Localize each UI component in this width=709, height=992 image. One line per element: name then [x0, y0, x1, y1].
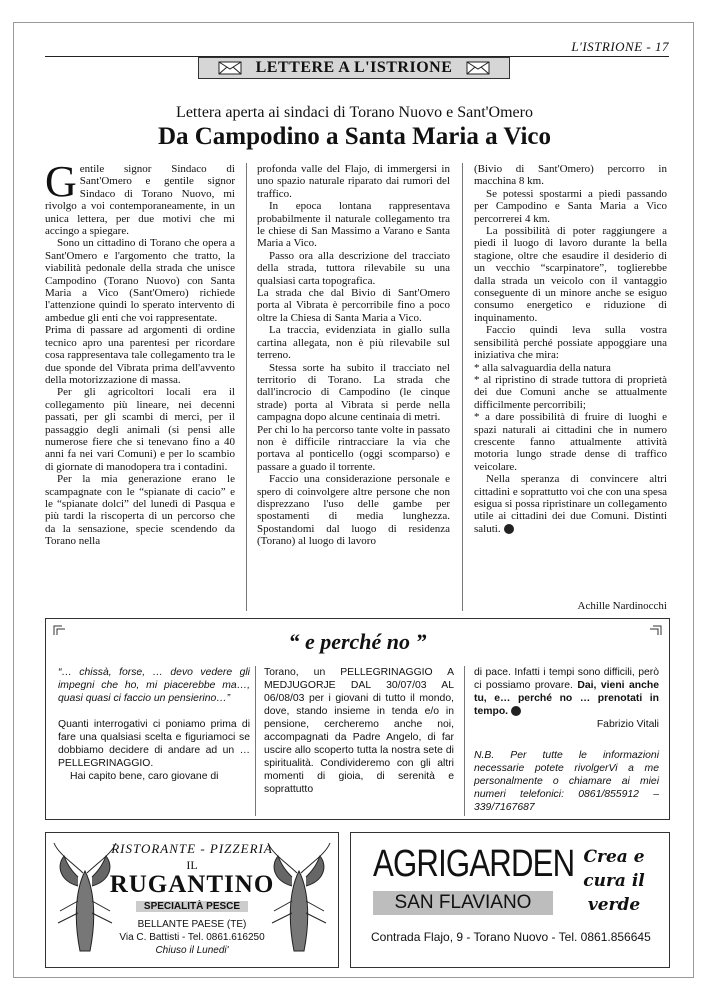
- ad-line: IL: [186, 858, 198, 872]
- article-paragraph: In epoca lontana rappresentava probabilmente il naturale collegamento tra le chiese di San Massimo a Varano e Santa Maria a Vico.: [257, 200, 450, 250]
- article-paragraph: (Bivio di Sant'Omero) percorro in macchina 8 km.: [474, 163, 667, 188]
- agrigarden-address: Contrada Flajo, 9 - Torano Nuovo - Tel. 0861.856645: [371, 930, 651, 944]
- article-paragraph: profonda valle del Flajo, di immergersi in uno spazio naturale riparato dai rumori del traffico.: [257, 163, 450, 200]
- column-divider: [462, 163, 463, 611]
- article-paragraph: La strada che dal Bivio di Sant'Omero porta al Vibrata è percorribile fino a poco oltre la Chiesa di Santa Maria a Vico.: [257, 287, 450, 324]
- agrigarden-ad: [350, 832, 670, 968]
- pilgrimage-box: [45, 618, 670, 820]
- restaurant-closed: Chiuso il Lunedi': [155, 945, 229, 956]
- restaurant-address: Via C. Battisti - Tel. 0861.616250: [119, 932, 265, 943]
- envelope-icon: [218, 61, 242, 75]
- box-paragraph: Torano, un PELLEGRINAGGIO A MEDJUGORJE DAL 30/07/03 AL 06/08/03 per i giovani di tutto il mondo, dove, stando insieme in tenda e/o in pensione, cercheremo anche noi, accompagnati da Padre Angelo, di far uscire allo scoperto tutta la nostra sete di spiritualità. Condivideremo con gli altri momenti di gioia, di serenità e soprattutto: [264, 667, 454, 795]
- article-paragraph: entile signor Sindaco di Sant'Omero e gentile signor Sindaco di Torano Nuovo, mi rivolgo a voi contemporaneamente, in un unica lettera, per due motivi che mi accingo a spiegare.: [45, 163, 235, 238]
- box-paragraph: [474, 666, 659, 718]
- article-paragraph: * a dare possibilità di fruire di luoghi e spazi naturali ai cittadini che in numero crescente fanno attualmente attività motoria lungo strade dense di traffico veicolare.: [474, 411, 667, 473]
- running-head: L'ISTRIONE - 17: [571, 39, 669, 54]
- column-3-text: [474, 163, 667, 535]
- agrigarden-slogan: [569, 845, 659, 917]
- article-signature: Achille Nardinocchi: [577, 600, 667, 612]
- section-title: LETTERE A L'ISTRIONE: [255, 59, 453, 76]
- box-paragraph: Quanti interrogativi ci poniamo prima di fare una qualsiasi scelta e figuriamoci se dobbiamo decidere di andare ad un … PELLEGRINAGGIO.: [58, 719, 250, 769]
- box-quote: “… chissà, forse, … devo vedere gli impegni che ho, mi piacerebbe ma…, quasi quasi ci faccio un pensierino…”: [58, 667, 250, 704]
- article-column-2: [257, 163, 450, 548]
- article-paragraph: Per la mia generazione erano le scampagnate con le “spianate di cacio” e le “spianate dolci” del lunedì di Pasqua e più tardi la riscoperta di un percorso che da la sensazione, specie scendendo da Torano nella: [45, 473, 235, 548]
- restaurant-place: BELLANTE PAESE (TE): [137, 919, 247, 930]
- agrigarden-place: SAN FLAVIANO: [373, 891, 553, 915]
- box-column-3: [474, 666, 659, 814]
- box-divider: [464, 666, 465, 816]
- article-paragraph: Nella speranza di convincere altri cittadini e soprattutto voi che con una spesa esigua si possa ripristinare un collegamento utile ai cittadini dei due Comuni. Distinti saluti.: [474, 473, 667, 535]
- article-kicker: Lettera aperta ai sindaci di Torano Nuovo e Sant'Omero: [176, 104, 533, 121]
- article-paragraph: Prima di passare ad argomenti di ordine tecnico apro una parentesi per ricordare cosa rappresentava tale collegamento tra le due sponde del Vibrata prima dell'avvento della motorizzazione di massa.: [45, 324, 235, 386]
- ad-line: RISTORANTE - PIZZERIA: [111, 841, 273, 856]
- article-paragraph: La possibilità di poter raggiungere a piedi il luogo di lavoro durante la bella stagione, oltre che esaudire il desiderio di un vecchio “scarpinatore”, toglierebbe dalla strada un veicolo con il vantaggio conseguente di un minore anche se esiguo consumo energetico e riduzione di inquinamento.: [474, 225, 667, 324]
- box-column-2: [264, 666, 454, 796]
- article-paragraph: Faccio quindi leva sulla vostra sensibilità perché possiate appoggiare una iniziativa che mira:: [474, 324, 667, 362]
- rugantino-ad: [45, 832, 339, 968]
- slogan-line: verde: [587, 895, 641, 915]
- restaurant-tag: SPECIALITÀ PESCE: [136, 901, 248, 912]
- column-divider: [246, 163, 247, 611]
- box-divider: [255, 666, 256, 816]
- slogan-line: Crea e: [583, 847, 645, 867]
- box-column-1: [58, 666, 250, 783]
- article-paragraph: * al ripristino di strade tuttora di proprietà dei due Comuni anche se attualmente difficilmente percorribili;: [474, 373, 667, 411]
- box-nb: N.B. Per tutte le informazioni necessarie potete rivolgerVi a me personalmente o chiamare ai miei numeri telefonici: 0861/855912 – 339/7167687: [474, 750, 659, 813]
- box-signature: Fabrizio Vitali: [596, 719, 659, 730]
- end-mark-icon: [504, 524, 514, 534]
- article-paragraph: Per gli agricoltori locali era il collegamento più lineare, nei decenni passati, per gli scambi di merci, per il passaggio degli animali (si pensi alle numerose fiere che si tenevano fino a 40 anni fa nei vari Comuni) e per lo scambio di giornate di manodopera tra i contadini.: [45, 386, 235, 473]
- article-paragraph: Se potessi spostarmi a piedi passando per Campodino e Santa Maria a Vico percorrerei 4 km.: [474, 187, 667, 225]
- article-paragraph: Per chi lo ha percorso tante volte in passato non è difficile rintracciare la via che portava al ponticello (oggi scomparso) e passare a guado il torrente.: [257, 423, 450, 473]
- box-paragraph: Hai capito bene, caro giovane di: [70, 771, 219, 782]
- article-headline: Da Campodino a Santa Maria a Vico: [157, 123, 552, 150]
- article-paragraph: Faccio una considerazione personale e spero di coinvolgere altre persone che non disprezzano l'uso delle gambe per spostamenti di media lunghezza. Spostandomi dal luogo di residenza (Torano) al luogo di lavoro: [257, 473, 450, 548]
- article-column-3: [474, 163, 667, 535]
- restaurant-name: RUGANTINO: [109, 871, 275, 898]
- article-paragraph: Stessa sorte ha subito il tracciato nel territorio di Torano. La strada che dall'incrocio di Campodino (le cinque strade) porta al Vibrata si perde nella campagna dopo alcune centinaia di metri.: [257, 361, 450, 424]
- article-paragraph: Passo ora alla descrizione del tracciato della strada, tuttora rilevabile su una qualsiasi carta topografica.: [257, 249, 450, 287]
- drop-cap: G: [45, 157, 77, 206]
- box-title: “ e perché no ”: [288, 629, 427, 654]
- section-banner: [198, 57, 510, 79]
- envelope-icon: [466, 61, 490, 75]
- article-paragraph: La traccia, evidenziata in giallo sulla cartina allegata, non è più rilevabile sul terreno.: [257, 324, 450, 362]
- box-text: di pace. Infatti i tempi sono difficili, però ci possiamo provare.: [474, 667, 659, 691]
- slogan-line: cura il: [583, 871, 645, 891]
- end-mark-icon: [511, 706, 521, 716]
- agrigarden-name: AGRIGARDEN: [373, 843, 575, 885]
- article-column-1: [45, 157, 235, 548]
- column-2-text: [257, 163, 450, 548]
- column-1-text: [45, 157, 235, 548]
- article-paragraph: * alla salvaguardia della natura: [474, 361, 611, 374]
- box-bold-call: Dai, vieni anche tu, e… perché no … prenotati in tempo.: [474, 680, 660, 717]
- article-paragraph: Sono un cittadino di Torano che opera a Sant'Omero e l'argomento che tratto, la viabilità pedonale della strada che unisce Campodino (Torano Nuovo) con Santa Maria a Vico (Sant'Omero) richiede l'attenzione quindi lo sperato intervento di ambedue gli enti che voi rappresentate.: [45, 237, 235, 324]
